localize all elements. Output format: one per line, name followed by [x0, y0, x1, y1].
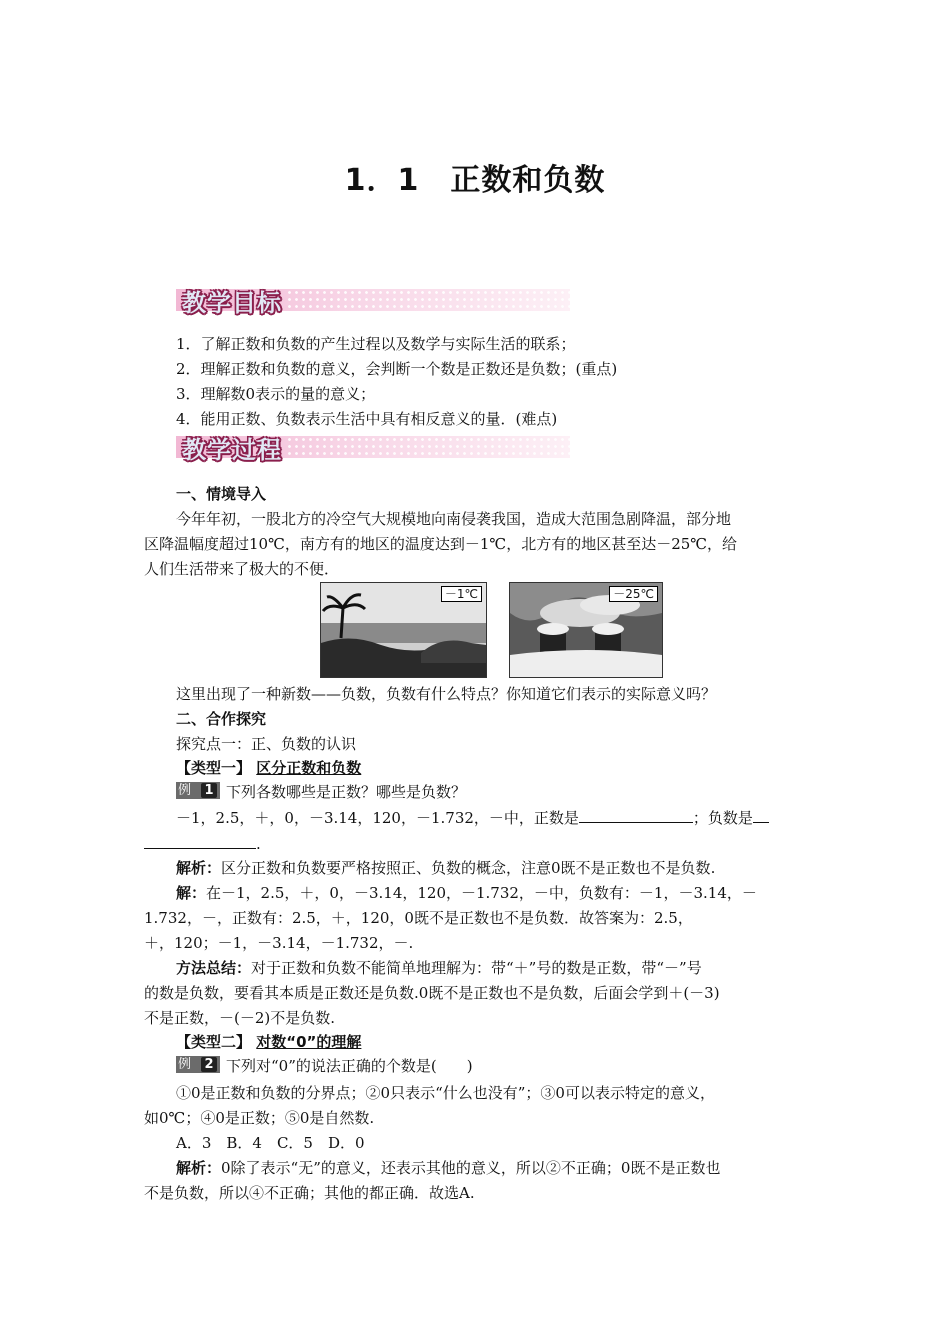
analysis-line: 解析：区分正数和负数要严格按照正、负数的概念，注意0既不是正数也不是负数.	[176, 859, 716, 877]
paragraph-line: 今年年初，一股北方的冷空气大规模地向南侵袭我国，造成大范围急剧降温，部分地	[176, 510, 732, 528]
example-question: 例 1 下列各数哪些是正数？哪些是负数？	[178, 783, 467, 801]
answer-line: ＋，120；－1，－3.14，－1.732，－.	[144, 934, 414, 952]
summary-line: 方法总结：对于正数和负数不能简单地理解为：带“＋”号的数是正数，带“－”号	[176, 959, 702, 977]
example-list: －1，2.5，＋，0，－3.14，120，－1.732，－中，正数是 ；负数是	[176, 808, 769, 828]
process-banner	[176, 430, 570, 464]
type-tag: 【类型一】	[176, 759, 252, 777]
answer-blank[interactable]	[579, 808, 693, 823]
goals-banner-label: 教学目标	[182, 289, 282, 317]
paragraph-line: 区降温幅度超过10℃，南方有的地区的温度达到－1℃，北方有的地区甚至达－25℃，给	[144, 535, 738, 553]
beach-photo	[320, 582, 487, 678]
analysis-line: 不是负数，所以④不正确；其他的都正确．故选A.	[144, 1184, 475, 1202]
goal-item: 3．理解数0表示的量的意义；	[176, 385, 376, 403]
goals-banner	[176, 283, 570, 317]
options-line: A．3 B．4 C．5 D．0	[176, 1134, 365, 1152]
subsection-title: 探究点一：正、负数的认识	[176, 735, 357, 753]
temperature-label: －25℃	[609, 586, 658, 602]
summary-line: 不是正数，－(－2)不是负数.	[144, 1009, 336, 1027]
analysis-line: 解析：0除了表示“无”的意义，还表示其他的意义，所以②不正确；0既不是正数也	[176, 1159, 721, 1177]
goal-item: 4．能用正数、负数表示生活中具有相反意义的量．(难点)	[176, 410, 558, 428]
type-tag: 【类型二】	[176, 1033, 252, 1051]
paragraph-line: 这里出现了一种新数——负数，负数有什么特点？你知道它们表示的实际意义吗？	[176, 685, 717, 703]
type-heading	[176, 758, 361, 778]
example-list-cont: .	[144, 834, 261, 854]
page-title: 1．1 正数和负数	[344, 163, 606, 198]
type-title: 对数“0”的理解	[256, 1033, 362, 1051]
example-icon: 例 1	[176, 782, 220, 799]
process-banner-label: 教学过程	[182, 436, 282, 464]
example-icon: 例 2	[176, 1056, 220, 1073]
summary-line: 的数是负数，要看其本质是正数还是负数.0既不是正数也不是负数，后面会学到＋(－3)	[144, 984, 720, 1002]
type-heading	[176, 1032, 361, 1052]
statement-line: ①0是正数和负数的分界点；②0只表示“什么也没有”；③0可以表示特定的意义，	[176, 1084, 715, 1102]
answer-line: 1.732，－，正数有：2.5，＋，120，0既不是正数也不是负数．故答案为：2.5，	[144, 909, 693, 927]
goal-item: 2．理解正数和负数的意义，会判断一个数是正数还是负数；(重点)	[176, 360, 618, 378]
answer-blank[interactable]	[144, 834, 256, 849]
paragraph-line: 人们生活带来了极大的不便．	[144, 560, 340, 578]
type-title: 区分正数和负数	[256, 759, 362, 777]
answer-line: 解：在－1，2.5，＋，0，－3.14，120，－1.732，－中，负数有：－1，－3.14，－	[176, 884, 757, 902]
temperature-label: －1℃	[441, 586, 482, 602]
snow-photo	[509, 582, 663, 678]
answer-blank[interactable]	[753, 808, 769, 823]
section-heading: 二、合作探究	[176, 710, 267, 728]
goal-item: 1．了解正数和负数的产生过程以及数学与实际生活的联系；	[176, 335, 576, 353]
section-heading: 一、情境导入	[176, 485, 267, 503]
example-question: 例 2 下列对“0”的说法正确的个数是( )	[178, 1057, 473, 1075]
statement-line: 如0℃；④0是正数；⑤0是自然数.	[144, 1109, 375, 1127]
